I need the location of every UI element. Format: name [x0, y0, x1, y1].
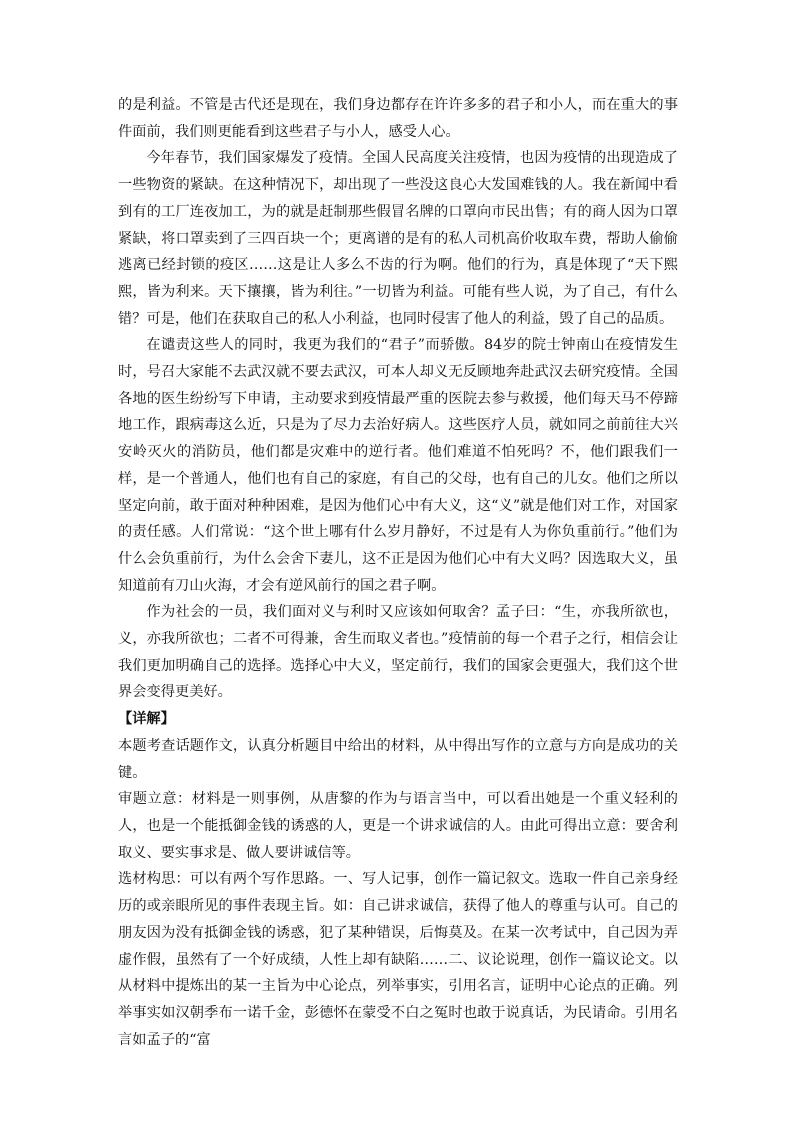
analysis-intro: 本题考查话题作文，认真分析题目中给出的材料，从中得出写作的立意与方向是成功的关键。 — [118, 737, 678, 781]
analysis-material: 选材构思：可以有两个写作思路。一、写人记事，创作一篇记叙文。选取一件自己亲身经历的或亲眼所见的事件表现主旨。如：自己讲求诚信，获得了他人的尊重与认可。自己的朋友因为没有抵御金钱的诱惑，犯了某种错误，后悔莫及。在某一次考试中，自己因为弄虚作假，虽然有了一个好成绩，人性上却有缺陷……二、议论说理，创作一篇议论文。以从材料中提炼出的某一主旨为中心论点，列举事实，引用名言，证明中心论点的正确。列举事实如汉朝季布一诺千金，彭德怀在蒙受不白之冤时也敢于说真话，为民请命。引用名言如孟子的“富 — [118, 871, 678, 1048]
essay-paragraph-1: 的是利益。不管是古代还是现在，我们身边都存在许许多多的君子和小人，而在重大的事件面前，我们则更能看到这些君子与小人，感受人心。 — [118, 97, 678, 140]
analysis-heading: 【详解】 — [118, 711, 175, 728]
essay-paragraph-4: 作为社会的一员，我们面对义与利时又应该如何取舍？孟子曰：“生，亦我所欲也，义，亦我所欲也；二者不可得兼，舍生而取义者也。”疫情前的每一个君子之行，相信会让我们更加明确自己的选择。选择心中大义，坚定前行，我们的国家会更强大，我们这个世界会变得更美好。 — [118, 604, 678, 701]
analysis-theme: 审题立意：材料是一则事例，从唐黎的作为与语言当中，可以看出她是一个重义轻利的人，也是一个能抵御金钱的诱惑的人，更是一个讲求诚信的人。由此可得出立意：要舍利取义、要实事求是、做人要讲诚信等。 — [118, 791, 678, 861]
document-page — [118, 92, 678, 1053]
essay-paragraph-3: 在谴责这些人的同时，我更为我们的“君子”而骄傲。84岁的院士钟南山在疫情发生时，号召大家能不去武汉就不要去武汉，可本人却义无反顾地奔赴武汉去研究疫情。全国各地的医生纷纷写下申请，主动要求到疫情最严重的医院去参与救援，他们每天马不停蹄地工作，跟病毒这么近，只是为了尽力去治好病人。这些医疗人员，就如同之前前往大兴安岭灭火的消防员，他们都是灾难中的逆行者。他们难道不怕死吗？不，他们跟我们一样，是一个普通人，他们也有自己的家庭，有自己的父母，也有自己的儿女。他们之所以坚定向前，敢于面对种种困难，是因为他们心中有大义，这“义”就是他们对工作，对国家的责任感。人们常说：“这个世上哪有什么岁月静好，不过是有人为你负重前行。”他们为什么会负重前行，为什么会舍下妻儿，这不正是因为他们心中有大义吗？因选取大义，虽知道前有刀山火海，才会有逆风前行的国之君子啊。 — [118, 337, 678, 594]
essay-paragraph-2: 今年春节，我们国家爆发了疫情。全国人民高度关注疫情，也因为疫情的出现造成了一些物资的紧缺。在这种情况下，却出现了一些没这良心大发国难钱的人。我在新闻中看到有的工厂连夜加工，为的就是赶制那些假冒名牌的口罩向市民出售；有的商人因为口罩紧缺，将口罩卖到了三四百块一个；更离谱的是有的私人司机高价收取车费，帮助人偷偷逃离已经封锁的疫区……这是让人多么不齿的行为啊。他们的行为，真是体现了“天下熙熙，皆为利来。天下攘攘，皆为利往。”一切皆为利益。可能有些人说，为了自己，有什么错？可是，他们在获取自己的私人小利益，也同时侵害了他人的利益，毁了自己的品质。 — [118, 150, 678, 327]
